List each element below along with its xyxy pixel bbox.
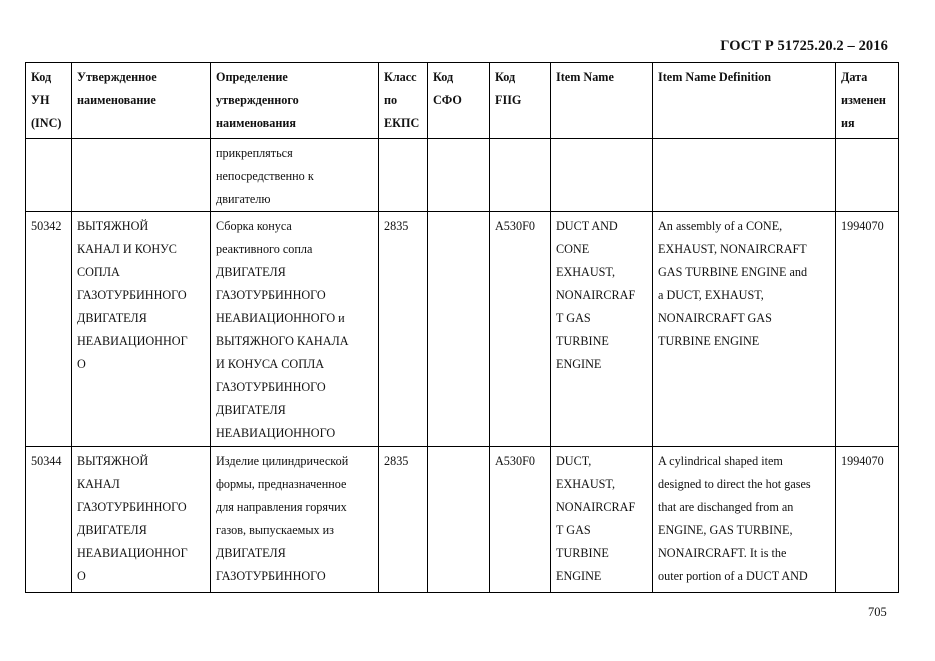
cell-line: СФО: [433, 93, 462, 107]
cell-line: that are dischanged from an: [658, 500, 794, 514]
cell-sfo-code: [428, 212, 490, 447]
cell-approved-name: [72, 212, 211, 447]
cell-line: NONAIRCRAFT. It is the: [658, 546, 787, 560]
cell-line: прикрепляться: [216, 146, 293, 160]
cell-line: ГАЗОТУРБИННОГО: [77, 500, 187, 514]
cell-line: реактивного сопла: [216, 242, 313, 256]
header-fiig-code: [490, 63, 551, 139]
cell-line: И КОНУСА СОПЛА: [216, 357, 325, 371]
table-row: [26, 447, 899, 593]
cell-line: ия: [841, 116, 855, 130]
cell-line: для направления горячих: [216, 500, 347, 514]
cell-line: Дата: [841, 70, 868, 84]
catalog-table: [25, 62, 899, 593]
cell-line: ВЫТЯЖНОЙ: [77, 454, 149, 468]
cell-inc-code: [26, 139, 72, 212]
cell-line: СОПЛА: [77, 265, 120, 279]
cell-line: ГАЗОТУРБИННОГО: [77, 288, 187, 302]
cell-line: a DUCT, EXHAUST,: [658, 288, 764, 302]
cell-ekps-class: [379, 212, 428, 447]
cell-line: NONAIRCRAFT GAS: [658, 311, 772, 325]
header-sfo-code: [428, 63, 490, 139]
cell-line: ENGINE: [556, 357, 602, 371]
cell-line: изменен: [841, 93, 886, 107]
cell-line: TURBINE ENGINE: [658, 334, 760, 348]
cell-line: NONAIRCRAF: [556, 288, 636, 302]
cell-line: 50342: [31, 219, 62, 233]
page-number: 705: [868, 605, 887, 619]
cell-line: 1994070: [841, 219, 884, 233]
cell-line: A530F0: [495, 219, 535, 233]
header-row: [26, 63, 899, 139]
cell-line: EXHAUST, NONAIRCRAFT: [658, 242, 807, 256]
cell-line: НЕАВИАЦИОННОГО и: [216, 311, 345, 325]
cell-line: наименования: [216, 116, 296, 130]
cell-item-name: [551, 447, 653, 593]
table-row: [26, 212, 899, 447]
cell-line: EXHAUST,: [556, 265, 616, 279]
header-ekps-class: [379, 63, 428, 139]
cell-inc-code: [26, 212, 72, 447]
cell-line: ГАЗОТУРБИННОГО: [216, 569, 326, 583]
cell-line: НЕАВИАЦИОННОГО: [216, 426, 336, 440]
cell-line: ENGINE: [556, 569, 602, 583]
cell-approved-name: [72, 447, 211, 593]
cell-line: ВЫТЯЖНОГО КАНАЛА: [216, 334, 349, 348]
cell-line: EXHAUST,: [556, 477, 616, 491]
cell-line: TURBINE: [556, 334, 609, 348]
cell-name-definition: [211, 447, 379, 593]
cell-item-name: [551, 212, 653, 447]
cell-item-name-definition: [653, 447, 836, 593]
cell-item-name-definition: [653, 212, 836, 447]
cell-line: 2835: [384, 219, 409, 233]
cell-inc-code: [26, 447, 72, 593]
cell-fiig-code: [490, 139, 551, 212]
cell-line: ГАЗОТУРБИННОГО: [216, 380, 326, 394]
cell-line: НЕАВИАЦИОННОГ: [77, 546, 188, 560]
header-item-name: [551, 63, 653, 139]
cell-sfo-code: [428, 447, 490, 593]
cell-line: ДВИГАТЕЛЯ: [216, 265, 286, 279]
cell-line: Код: [433, 70, 454, 84]
cell-line: DUCT,: [556, 454, 592, 468]
cell-line: outer portion of a DUCT AND: [658, 569, 808, 583]
cell-line: Сборка конуса: [216, 219, 292, 233]
cell-item-name-definition: [653, 139, 836, 212]
header-item-name-definition: [653, 63, 836, 139]
cell-line: T GAS: [556, 523, 591, 537]
cell-line: КАНАЛ: [77, 477, 120, 491]
cell-line: формы, предназначенное: [216, 477, 347, 491]
cell-item-name: [551, 139, 653, 212]
cell-line: designed to direct the hot gases: [658, 477, 811, 491]
cell-line: ДВИГАТЕЛЯ: [77, 311, 147, 325]
cell-line: УН: [31, 93, 50, 107]
header-name-definition: [211, 63, 379, 139]
cell-line: A530F0: [495, 454, 535, 468]
header-approved-name: [72, 63, 211, 139]
cell-line: наименование: [77, 93, 156, 107]
document-code: ГОСТ Р 51725.20.2 – 2016: [720, 38, 888, 54]
cell-line: (INC): [31, 116, 62, 130]
header-inc-code: [26, 63, 72, 139]
cell-change-date: [836, 212, 899, 447]
cell-line: ГАЗОТУРБИННОГО: [216, 288, 326, 302]
cell-line: КАНАЛ И КОНУС: [77, 242, 177, 256]
cell-line: Код: [31, 70, 52, 84]
cell-line: Item Name: [556, 70, 614, 84]
cell-line: Item Name Definition: [658, 70, 772, 84]
cell-line: О: [77, 357, 86, 371]
cell-line: ВЫТЯЖНОЙ: [77, 219, 149, 233]
cell-line: An assembly of a CONE,: [658, 219, 783, 233]
cell-change-date: [836, 447, 899, 593]
cell-change-date: [836, 139, 899, 212]
cell-line: 50344: [31, 454, 62, 468]
cell-line: О: [77, 569, 86, 583]
cell-line: NONAIRCRAF: [556, 500, 636, 514]
cell-line: T GAS: [556, 311, 591, 325]
cell-line: утвержденного: [216, 93, 299, 107]
cell-line: FIIG: [495, 93, 522, 107]
cell-line: A cylindrical shaped item: [658, 454, 783, 468]
cell-line: Класс: [384, 70, 417, 84]
cell-name-definition: [211, 139, 379, 212]
cell-name-definition: [211, 212, 379, 447]
cell-ekps-class: [379, 447, 428, 593]
cell-line: НЕАВИАЦИОННОГ: [77, 334, 188, 348]
cell-line: ENGINE, GAS TURBINE,: [658, 523, 793, 537]
cell-line: Определение: [216, 70, 288, 84]
cell-line: Утвержденное: [77, 70, 157, 84]
cell-ekps-class: [379, 139, 428, 212]
cell-line: газов, выпускаемых из: [216, 523, 334, 537]
cell-fiig-code: [490, 212, 551, 447]
cell-fiig-code: [490, 447, 551, 593]
cell-line: 1994070: [841, 454, 884, 468]
cell-line: GAS TURBINE ENGINE and: [658, 265, 808, 279]
cell-approved-name: [72, 139, 211, 212]
cell-line: ДВИГАТЕЛЯ: [216, 546, 286, 560]
cell-line: ДВИГАТЕЛЯ: [77, 523, 147, 537]
cell-line: ЕКПС: [384, 116, 420, 130]
cell-sfo-code: [428, 139, 490, 212]
table-row: [26, 139, 899, 212]
cell-line: TURBINE: [556, 546, 609, 560]
cell-line: по: [384, 93, 398, 107]
cell-line: 2835: [384, 454, 409, 468]
cell-line: CONE: [556, 242, 590, 256]
header-change-date: [836, 63, 899, 139]
cell-line: непосредственно к: [216, 169, 314, 183]
cell-line: DUCT AND: [556, 219, 618, 233]
cell-line: Код: [495, 70, 516, 84]
cell-line: Изделие цилиндрической: [216, 454, 349, 468]
cell-line: двигателю: [216, 192, 271, 206]
cell-line: ДВИГАТЕЛЯ: [216, 403, 286, 417]
